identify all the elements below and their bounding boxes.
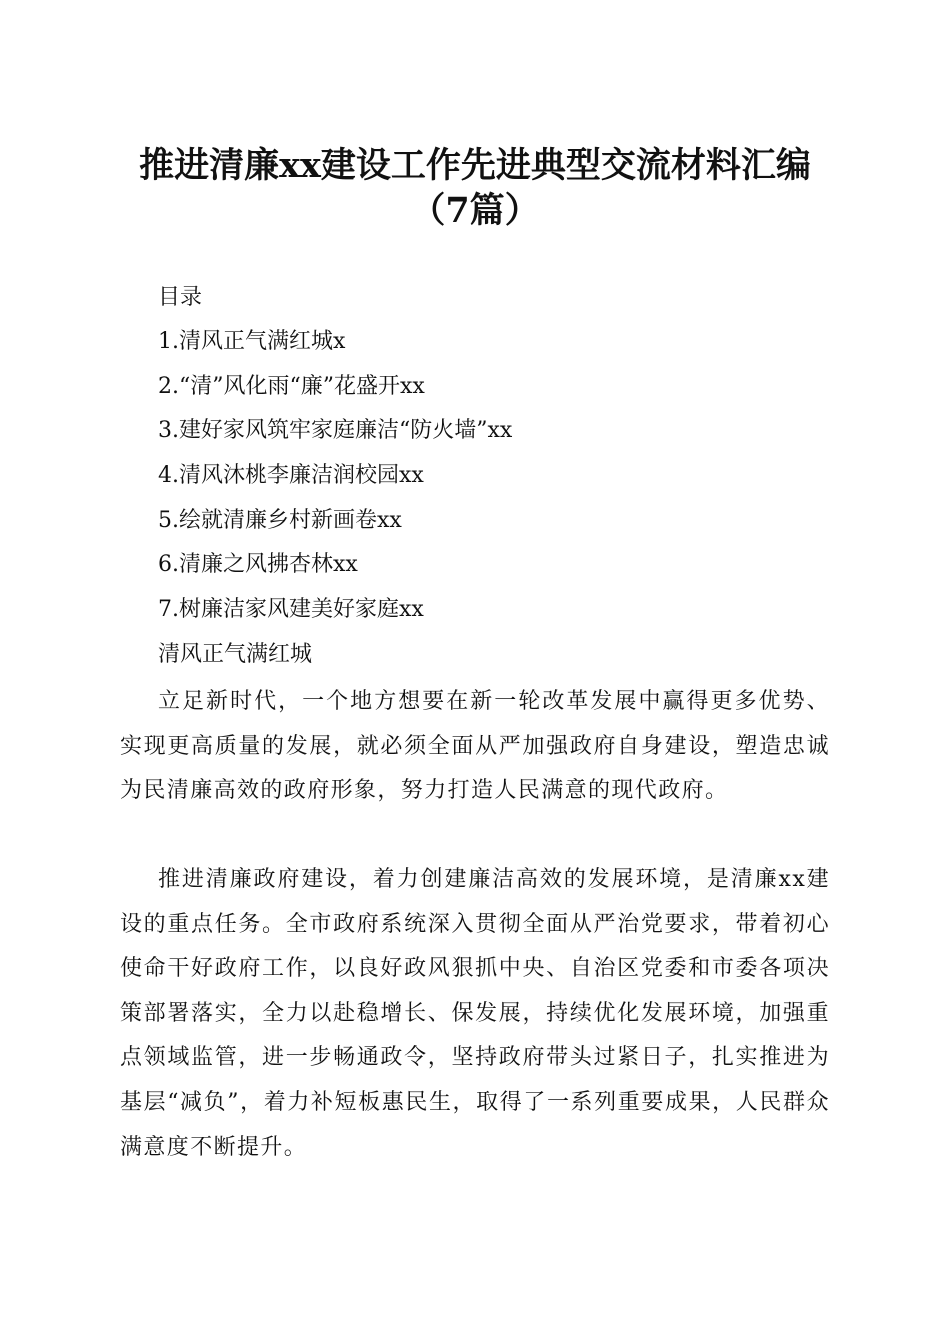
toc-item: 5.绘就清廉乡村新画卷xx [158, 508, 402, 533]
toc-item: 6.清廉之风拂杏林xx [158, 552, 358, 577]
section-heading: 清风正气满红城 [158, 642, 313, 667]
toc-item: 7.树廉洁家风建美好家庭xx [158, 597, 424, 622]
document-title-count: （7篇） [410, 190, 540, 231]
document-title: 推进清廉xx建设工作先进典型交流材料汇编 [139, 145, 811, 186]
toc-heading: 目录 [158, 285, 203, 310]
toc-item: 3.建好家风筑牢家庭廉洁“防火墙”xx [158, 418, 513, 443]
toc-item: 4.清风沐桃李廉洁润校园xx [158, 463, 424, 488]
toc-item: 1.清风正气满红城x [158, 329, 346, 354]
toc-item: 2.“清”风化雨“廉”花盛开xx [158, 374, 425, 399]
body-paragraph: 推进清廉政府建设，着力创建廉洁高效的发展环境，是清廉xx建设的重点任务。全市政府系统深入贯彻全面从严治党要求，带着初心使命干好政府工作，以良好政风狠抓中央、自治区党委和市委各项决策部署落实，全力以赴稳增长、保发展，持续优化发展环境，加强重点领域监管，进一步畅通政令，坚持政府带头过紧日子，扎实推进为基层“减负”，着力补短板惠民生，取得了一系列重要成果，人民群众满意度不断提升。 [120, 867, 830, 1160]
body-paragraph: 立足新时代，一个地方想要在新一轮改革发展中赢得更多优势、实现更高质量的发展，就必须全面从严加强政府自身建设，塑造忠诚为民清廉高效的政府形象，努力打造人民满意的现代政府。 [120, 689, 830, 804]
